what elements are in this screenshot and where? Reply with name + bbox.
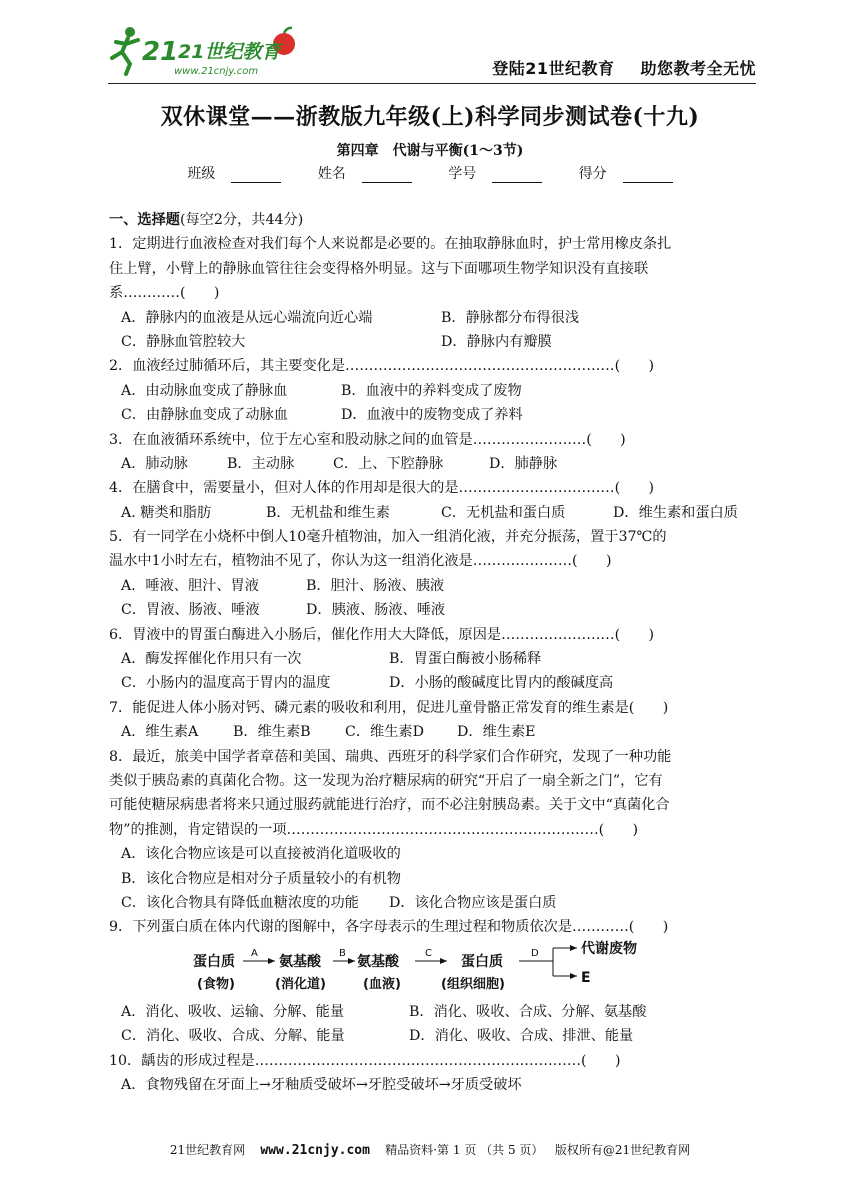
option-c[interactable]: C．消化、吸收、合成、分解、能量	[121, 1028, 345, 1045]
logo-graphic	[108, 22, 308, 80]
node-amino-acid-gut: 氨基酸	[279, 953, 321, 970]
question-4	[109, 476, 757, 525]
option-d[interactable]: D．该化合物应该是蛋白质	[389, 894, 557, 911]
option-b[interactable]: B．维生素B	[233, 724, 311, 741]
option-row	[109, 574, 757, 598]
node-amino-acid-blood-sub: (血液)	[363, 976, 401, 992]
node-protein-cell-sub: (组织细胞)	[441, 976, 505, 992]
option-c[interactable]: C．由静脉血变成了动脉血	[121, 407, 288, 424]
footer-brand: 21世纪教育网	[169, 1143, 246, 1157]
option-row	[109, 720, 757, 744]
option-row	[109, 452, 757, 476]
option-row	[109, 306, 757, 330]
option-b[interactable]: B．消化、吸收、合成、分解、氨基酸	[409, 1003, 647, 1020]
question-10	[109, 1049, 757, 1098]
option-a[interactable]: A．酶发挥催化作用只有一次	[121, 651, 302, 668]
page-footer	[0, 1141, 860, 1158]
label-a: A	[251, 947, 258, 959]
option-a[interactable]: A．静脉内的血液是从远心端流向近心端	[121, 309, 373, 326]
option-row	[109, 598, 757, 622]
site-logo[interactable]	[108, 22, 308, 80]
option-c[interactable]: C．维生素D	[345, 724, 424, 741]
question-text: 可能使糖尿病患者将来只通过服药就能进行治疗，而不必注射胰岛素。关于文中“真菌化合	[109, 797, 670, 814]
question-text: 10．龋齿的形成过程是……………………………………………………………( )	[109, 1052, 621, 1069]
option-a[interactable]: A．该化合物应该是可以直接被消化道吸收的	[121, 846, 401, 863]
question-text: 2．血液经过肺循环后，其主要变化是…………………………………………………( )	[109, 358, 655, 375]
option-c[interactable]: C．静脉血管腔较大	[121, 333, 246, 350]
footer-copyright: 版权所有@21世纪教育网	[554, 1143, 691, 1157]
option-a[interactable]: A．唾液、胆汁、胃液	[121, 577, 259, 594]
node-e: E	[581, 969, 591, 986]
option-b[interactable]: B．血液中的养料变成了废物	[341, 382, 522, 399]
option-b[interactable]: B．胃蛋白酶被小肠稀释	[389, 651, 542, 668]
score-field[interactable]: 得分	[571, 163, 681, 183]
option-row	[109, 403, 757, 427]
section-heading: 一、选择题(每空2分，共44分)	[109, 212, 304, 228]
node-metabolic-waste: 代谢废物	[581, 940, 637, 957]
question-9	[109, 915, 757, 1048]
question-text: 9．下列蛋白质在体内代谢的图解中，各字母表示的生理过程和物质依次是…………( )	[109, 919, 669, 936]
question-2	[109, 354, 757, 427]
class-field[interactable]: 班级	[179, 163, 289, 183]
option-d[interactable]: D．消化、吸收、合成、排泄、能量	[409, 1028, 634, 1045]
option-row	[109, 1000, 757, 1024]
question-text: 1．定期进行血液检查对我们每个人来说都是必要的。在抽取静脉血时，护士常用橡皮条扎	[109, 236, 672, 253]
option-c[interactable]: C．无机盐和蛋白质	[441, 504, 566, 521]
question-list	[109, 208, 757, 1097]
page-header	[108, 22, 756, 82]
option-a[interactable]: A．食物残留在牙面上→牙釉质受破坏→牙腔受破坏→牙质受破坏	[121, 1076, 522, 1093]
student-info-row	[0, 163, 860, 183]
option-d[interactable]: D．维生素E	[457, 724, 536, 741]
slogan-left: 登陆21世纪教育	[492, 59, 615, 78]
question-text: 4．在膳食中，需要量小，但对人体的作用却是很大的是……………………………( )	[109, 480, 655, 497]
name-field[interactable]: 姓名	[310, 163, 420, 183]
option-d[interactable]: D．胰液、肠液、唾液	[306, 602, 446, 619]
option-row	[109, 379, 757, 403]
svg-text:21世纪教育: 21世纪教育	[178, 41, 281, 63]
question-1	[109, 232, 757, 354]
question-6	[109, 623, 757, 696]
option-c[interactable]: C．该化合物具有降低血糖浓度的功能	[121, 894, 359, 911]
option-row	[109, 330, 757, 354]
option-row	[109, 647, 757, 671]
option-d[interactable]: D．维生素和蛋白质	[613, 504, 738, 521]
option-c[interactable]: C．小肠内的温度高于胃内的温度	[121, 675, 331, 692]
option-row	[109, 1024, 757, 1048]
svg-text:www.21cnjy.com: www.21cnjy.com	[174, 66, 259, 77]
node-protein-food-sub: (食物)	[197, 976, 235, 992]
question-5	[109, 525, 757, 623]
option-a[interactable]: A．肺动脉	[121, 455, 188, 472]
question-text: 3．在血液循环系统中，位于左心室和股动脉之间的血管是……………………( )	[109, 431, 626, 448]
option-d[interactable]: D．肺静脉	[489, 455, 558, 472]
question-3	[109, 428, 757, 477]
option-row	[109, 671, 757, 695]
option-b[interactable]: B．主动脉	[227, 455, 295, 472]
question-text: 7．能促进人体小肠对钙、磷元素的吸收和利用，促进儿童骨骼正常发育的维生素是( )	[109, 699, 669, 716]
question-text: 物”的推测，肯定错误的一项…………………………………………………………( )	[109, 821, 639, 838]
question-text: 5．有一同学在小烧杯中倒人10毫升植物油，加入一组消化液，并充分振荡，置于37℃的	[109, 529, 667, 546]
question-text: 系…………( )	[109, 285, 220, 302]
question-7	[109, 696, 757, 745]
option-d[interactable]: D．小肠的酸碱度比胃内的酸碱度高	[389, 675, 614, 692]
label-d: D	[531, 947, 539, 959]
option-row	[109, 891, 757, 915]
label-b: B	[339, 947, 346, 959]
label-c: C	[425, 947, 432, 959]
node-protein-cell: 蛋白质	[461, 953, 503, 970]
option-row	[109, 501, 757, 525]
question-text: 6．胃液中的胃蛋白酶进入小肠后，催化作用大大降低，原因是……………………( )	[109, 626, 655, 643]
footer-page-info: 精品资料·第 1 页 （共 5 页）	[385, 1143, 544, 1157]
option-b[interactable]: B．该化合物应是相对分子质量较小的有机物	[121, 870, 401, 887]
option-c[interactable]: C．胃液、肠液、唾液	[121, 602, 260, 619]
footer-site-link[interactable]: www.21cnjy.com	[260, 1143, 370, 1158]
node-protein-food: 蛋白质	[193, 953, 235, 970]
option-b[interactable]: B．静脉都分布得很浅	[441, 309, 580, 326]
question-8	[109, 745, 757, 916]
question-text: 8．最近，旅美中国学者章蓓和美国、瑞典、西班牙的科学家们合作研究，发现了一种功能	[109, 748, 672, 765]
question-text: 类似于胰岛素的真菌化合物。这一发现为治疗糖尿病的研究“开启了一扇全新之门”，它有	[109, 772, 663, 789]
header-slogan	[492, 56, 756, 79]
node-amino-acid-gut-sub: (消化道)	[275, 976, 326, 992]
option-a[interactable]: A．维生素A	[121, 724, 199, 741]
option-a[interactable]: A．由动脉血变成了静脉血	[121, 382, 288, 399]
option-d[interactable]: D．血液中的废物变成了养料	[341, 407, 523, 424]
id-field[interactable]: 学号	[440, 163, 550, 183]
slogan-right: 助您教考全无忧	[640, 59, 756, 78]
option-a[interactable]: A．消化、吸收、运输、分解、能量	[121, 1003, 345, 1020]
option-b[interactable]: B．胆汁、肠液、胰液	[306, 577, 445, 594]
option-d[interactable]: D．静脉内有瓣膜	[441, 333, 552, 350]
question-text: 温水中1小时左右，植物油不见了，你认为这一组消化液是…………………( )	[109, 553, 612, 570]
protein-metabolism-diagram	[109, 940, 757, 1000]
option-c[interactable]: C．上、下腔静脉	[333, 455, 444, 472]
option-b[interactable]: B．无机盐和维生素	[266, 504, 390, 521]
page-title: 双休课堂——浙教版九年级(上)科学同步测试卷(十九)	[160, 104, 700, 130]
svg-text:21: 21	[142, 37, 179, 67]
option-a[interactable]: A. 糖类和脂肪	[121, 504, 212, 521]
chapter-subtitle: 第四章 代谢与平衡(1～3节)	[336, 143, 524, 159]
header-divider	[108, 83, 756, 84]
node-amino-acid-blood: 氨基酸	[357, 953, 399, 970]
question-text: 住上臂，小臂上的静脉血管往往会变得格外明显。这与下面哪项生物学知识没有直接联	[109, 260, 649, 277]
